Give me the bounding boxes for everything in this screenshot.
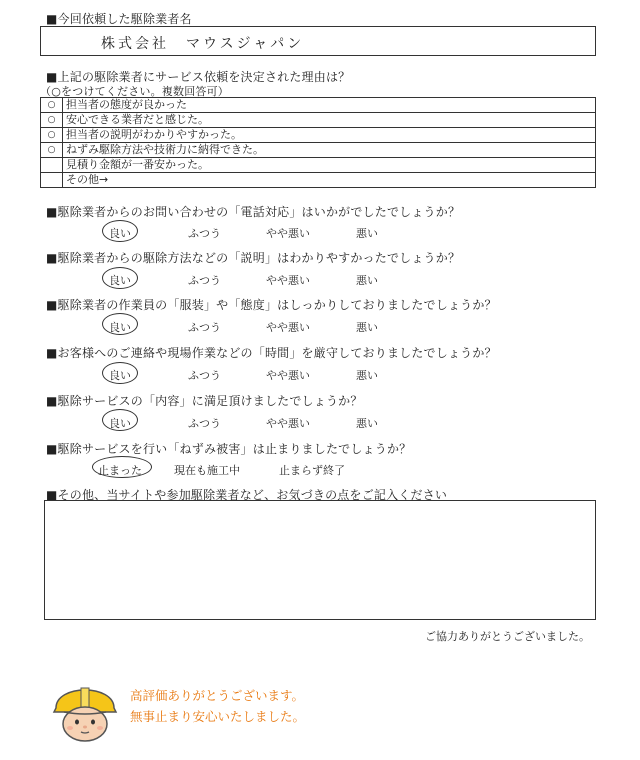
option-bad: 悪い <box>356 369 378 382</box>
reason-row <box>41 128 596 143</box>
reason-row <box>41 113 596 128</box>
option-good: 良い <box>109 369 131 382</box>
option-average: ふつう <box>188 321 221 334</box>
question-text: ■駆除業者からの駆除方法などの「説明」はわかりやすかったでしょうか？ <box>46 251 461 265</box>
reason-mark: ○ <box>41 143 63 158</box>
option-good: 良い <box>109 274 131 287</box>
thanks-text: ご協力ありがとうございました。 <box>425 630 590 643</box>
option-in-progress: 現在も施工中 <box>174 464 240 477</box>
option-good: 良い <box>109 417 131 430</box>
option-good: 良い <box>109 321 131 334</box>
option-fair: やや悪い <box>266 369 310 382</box>
option-good: 良い <box>109 227 131 240</box>
reason-heading: ■上記の駆除業者にサービス依頼を決定された理由は？ <box>46 70 351 84</box>
mascot-icon <box>50 672 120 744</box>
question-text: ■駆除業者からのお問い合わせの「電話対応」はいかがでしたでしょうか？ <box>46 205 461 219</box>
option-bad: 悪い <box>356 274 378 287</box>
question-text: ■お客様へのご連絡や現場作業などの「時間」を厳守しておりましたでしょうか？ <box>46 346 497 360</box>
company-heading: ■今回依頼した駆除業者名 <box>46 12 192 26</box>
reply-line-2: 無事止まり安心いたしました。 <box>130 709 306 724</box>
option-not-stopped: 止まらず終了 <box>279 464 345 477</box>
option-fair: やや悪い <box>266 274 310 287</box>
option-fair: やや悪い <box>266 321 310 334</box>
option-bad: 悪い <box>356 227 378 240</box>
question-text: ■駆除業者の作業員の「服装」や「態度」はしっかりしておりましたでしょうか？ <box>46 298 497 312</box>
reason-label: 担当者の説明がわかりやすかった。 <box>63 128 596 143</box>
reply-line-1: 高評価ありがとうございます。 <box>130 688 305 703</box>
reason-note: （○をつけてください。複数回答可） <box>40 85 229 98</box>
reason-label: 見積り金額が一番安かった。 <box>63 158 596 173</box>
reason-mark: ○ <box>41 98 63 113</box>
option-fair: やや悪い <box>266 227 310 240</box>
reason-label: ねずみ駆除方法や技術力に納得できた。 <box>63 143 596 158</box>
reason-row <box>41 173 596 188</box>
option-average: ふつう <box>188 227 221 240</box>
reason-row <box>41 98 596 113</box>
company-name: 株式会社 マウスジャパン <box>101 36 305 52</box>
reason-mark: ○ <box>41 128 63 143</box>
option-average: ふつう <box>188 369 221 382</box>
option-bad: 悪い <box>356 321 378 334</box>
reason-label: その他→ <box>63 173 596 188</box>
reason-mark: ○ <box>41 113 63 128</box>
reason-row <box>41 158 596 173</box>
reason-label: 担当者の態度が良かった <box>63 98 596 113</box>
reason-row <box>41 143 596 158</box>
question-text: ■駆除サービスの「内容」に満足頂けましたでしょうか？ <box>46 394 363 408</box>
comments-box <box>44 500 596 620</box>
reason-mark <box>41 158 63 173</box>
comments-heading: ■その他、当サイトや参加駆除業者など、お気づきの点をご記入ください <box>46 488 448 502</box>
option-average: ふつう <box>188 274 221 287</box>
option-average: ふつう <box>188 417 221 430</box>
question-text: ■駆除サービスを行い「ねずみ被害」は止まりましたでしょうか？ <box>46 442 412 456</box>
reason-mark <box>41 173 63 188</box>
reason-table <box>40 97 596 188</box>
option-fair: やや悪い <box>266 417 310 430</box>
option-bad: 悪い <box>356 417 378 430</box>
option-stopped: 止まった <box>98 464 142 477</box>
company-name-box <box>40 26 596 56</box>
reason-label: 安心できる業者だと感じた。 <box>63 113 596 128</box>
